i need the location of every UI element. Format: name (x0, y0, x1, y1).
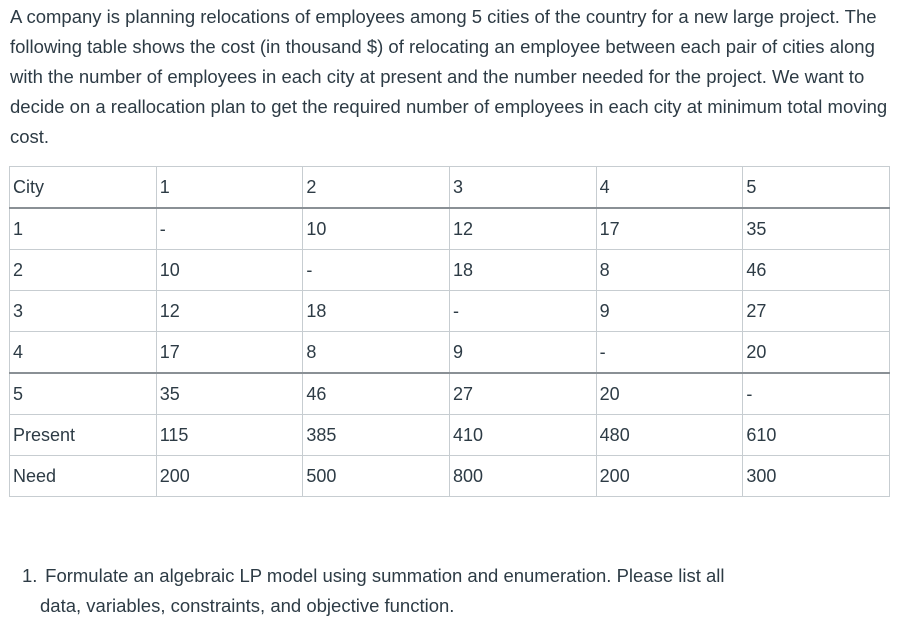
table-header-row (10, 167, 890, 209)
table-cell: - (743, 373, 890, 415)
header-cell: 5 (743, 167, 890, 209)
question-line-1 (22, 561, 882, 591)
table-cell: 5 (10, 373, 157, 415)
table-cell: 20 (596, 373, 743, 415)
question-number: 1. (22, 565, 38, 586)
table-cell: 610 (743, 415, 890, 456)
table-cell: Present (10, 415, 157, 456)
table-cell: - (303, 250, 450, 291)
table-cell: 18 (303, 291, 450, 332)
table-cell: 410 (450, 415, 597, 456)
table-row (10, 332, 890, 374)
header-cell: 4 (596, 167, 743, 209)
table-cell: 12 (156, 291, 303, 332)
table-cell: 385 (303, 415, 450, 456)
table-cell: 3 (10, 291, 157, 332)
header-cell: 1 (156, 167, 303, 209)
problem-description: A company is planning relocations of employees among 5 cities of the country for a new large project. The following table shows the cost (in thousand $) of relocating an employee between each pair of cities along with the number of employees in each city at present and the number needed for the project. We want to decide on a reallocation plan to get the required number of employees in each city at minimum total moving cost. (10, 6, 888, 147)
table-row-need (10, 456, 890, 497)
header-cell: City (10, 167, 157, 209)
table-cell: 9 (596, 291, 743, 332)
table-cell: 2 (10, 250, 157, 291)
table-cell: 27 (743, 291, 890, 332)
table-row (10, 373, 890, 415)
table-cell: 35 (156, 373, 303, 415)
table-cell: 1 (10, 208, 157, 250)
table-cell: 10 (303, 208, 450, 250)
table-cell: - (596, 332, 743, 374)
relocation-cost-table (9, 166, 890, 497)
table-cell: 200 (596, 456, 743, 497)
question-text-line-2: data, variables, constraints, and objective function. (40, 595, 455, 616)
table-cell: 18 (450, 250, 597, 291)
table-cell: 8 (303, 332, 450, 374)
table-cell: 20 (743, 332, 890, 374)
table-row (10, 250, 890, 291)
table-cell: 17 (596, 208, 743, 250)
table-row-present (10, 415, 890, 456)
table-cell: 4 (10, 332, 157, 374)
table-row (10, 291, 890, 332)
question-text-line-1: Formulate an algebraic LP model using summation and enumeration. Please list all (45, 565, 725, 586)
table-cell: 500 (303, 456, 450, 497)
table-cell: 480 (596, 415, 743, 456)
table-cell: 8 (596, 250, 743, 291)
table-cell: Need (10, 456, 157, 497)
table-cell: 200 (156, 456, 303, 497)
table-cell: 800 (450, 456, 597, 497)
table-cell: 46 (743, 250, 890, 291)
table-cell: 27 (450, 373, 597, 415)
table-cell: 12 (450, 208, 597, 250)
question-item (22, 561, 882, 621)
table-cell: 115 (156, 415, 303, 456)
header-cell: 3 (450, 167, 597, 209)
table-cell: 9 (450, 332, 597, 374)
table-row (10, 208, 890, 250)
header-cell: 2 (303, 167, 450, 209)
table-cell: - (156, 208, 303, 250)
table-cell: 35 (743, 208, 890, 250)
table-cell: 300 (743, 456, 890, 497)
table-cell: 46 (303, 373, 450, 415)
table-cell: 10 (156, 250, 303, 291)
table-cell: - (450, 291, 597, 332)
table-cell: 17 (156, 332, 303, 374)
